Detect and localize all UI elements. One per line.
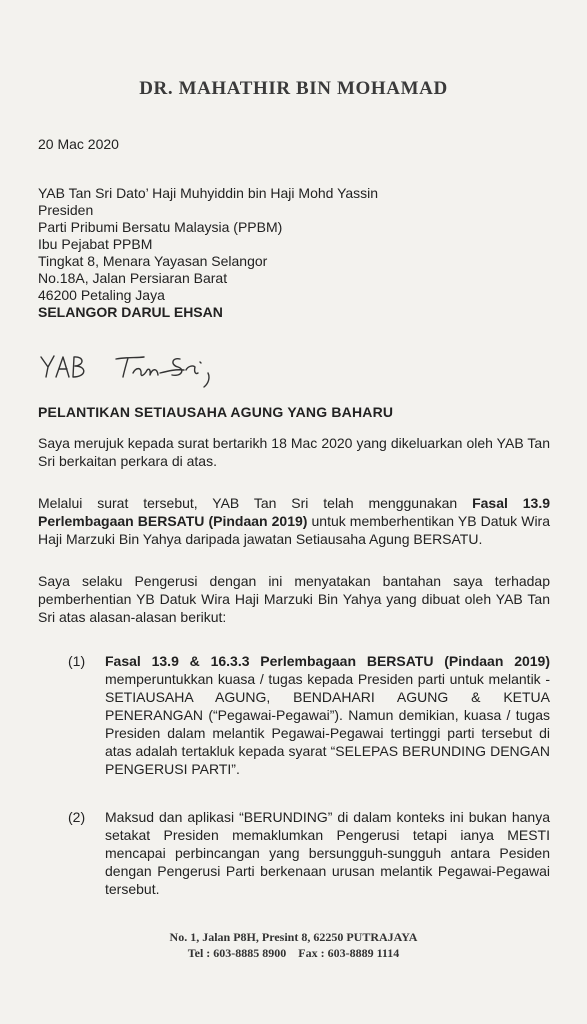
letter-date: 20 Mac 2020	[38, 136, 119, 152]
list-item-number: (1)	[68, 653, 86, 669]
paragraph-3: Saya selaku Pengerusi dengan ini menyatakan bantahan saya terhadap pemberhentian YB Datuk Wira Haji Marzuki Bin Yahya yang dibuat oleh YAB Tan Sri atas alasan-alasan berikut:	[38, 573, 550, 625]
recipient-address	[38, 185, 378, 321]
address-line: No.18A, Jalan Persiaran Barat	[38, 270, 228, 286]
list-item-text: memperuntukkan kuasa / tugas kepada Presiden parti untuk melantik - SETIAUSAHA AGUNG, BENDAHARI AGUNG & KETUA PENERANGAN (“Pegawai-Pegawai”). Namun demikian, kuasa / tugas Presiden dalam melantik Pegawai-Pegawai tertinggi parti tersebut di atas adalah tertakluk kepada syarat “SELEPAS BERUNDING DENGAN PENGERUSI PARTI”.	[105, 671, 550, 777]
list-item-2	[68, 808, 550, 898]
address-state: SELANGOR DARUL EHSAN	[38, 304, 223, 320]
list-item-bold: Fasal 13.9 & 16.3.3 Perlembagaan BERSATU (Pindaan 2019)	[105, 653, 550, 669]
list-item-body	[105, 652, 550, 778]
list-item-1	[68, 652, 550, 778]
address-line: Parti Pribumi Bersatu Malaysia (PPBM)	[38, 219, 283, 235]
list-item-number: (2)	[68, 809, 86, 825]
address-line: Presiden	[38, 202, 94, 218]
paragraph-2-text: Melalui surat tersebut, YAB Tan Sri telah menggunakan	[38, 495, 473, 511]
letter-footer	[0, 929, 587, 961]
address-line: YAB Tan Sri Dato’ Haji Muhyiddin bin Haji Mohd Yassin	[38, 185, 379, 201]
paragraph-2-text-end: untuk memberhentikan YB Datuk Wira Haji Marzuki Bin Yahya daripada jawatan Setiausaha Agung BERSATU.	[38, 513, 550, 547]
footer-contact: Tel : 603-8885 8900 Fax : 603-8889 1114	[187, 946, 400, 960]
letterhead-name: DR. MAHATHIR BIN MOHAMAD	[139, 78, 448, 99]
paragraph-2	[38, 494, 550, 548]
address-line: Ibu Pejabat PPBM	[38, 236, 153, 252]
paragraph-1: Saya merujuk kepada surat bertarikh 18 Mac 2020 yang dikeluarkan oleh YAB Tan Sri berkaitan perkara di atas.	[38, 435, 550, 469]
address-line: 46200 Petaling Jaya	[38, 287, 165, 303]
handwritten-salutation	[38, 345, 278, 395]
letter-subject: PELANTIKAN SETIAUSAHA AGUNG YANG BAHARU	[38, 404, 394, 420]
list-item-body: Maksud dan aplikasi “BERUNDING” di dalam konteks ini bukan hanya setakat Presiden memaklumkan Pengerusi tetapi ianya MESTI mencapai perbincangan yang bersungguh-sungguh antara Pesiden dengan Pengerusi Parti berkenaan urusan melantik Pegawai-Pegawai tersebut.	[105, 809, 550, 897]
paragraph-2-bold: Fasal 13.9 Perlembagaan BERSATU (Pindaan 2019)	[38, 495, 551, 529]
footer-address: No. 1, Jalan P8H, Presint 8, 62250 PUTRAJAYA	[169, 930, 418, 944]
address-line: Tingkat 8, Menara Yayasan Selangor	[38, 253, 268, 269]
